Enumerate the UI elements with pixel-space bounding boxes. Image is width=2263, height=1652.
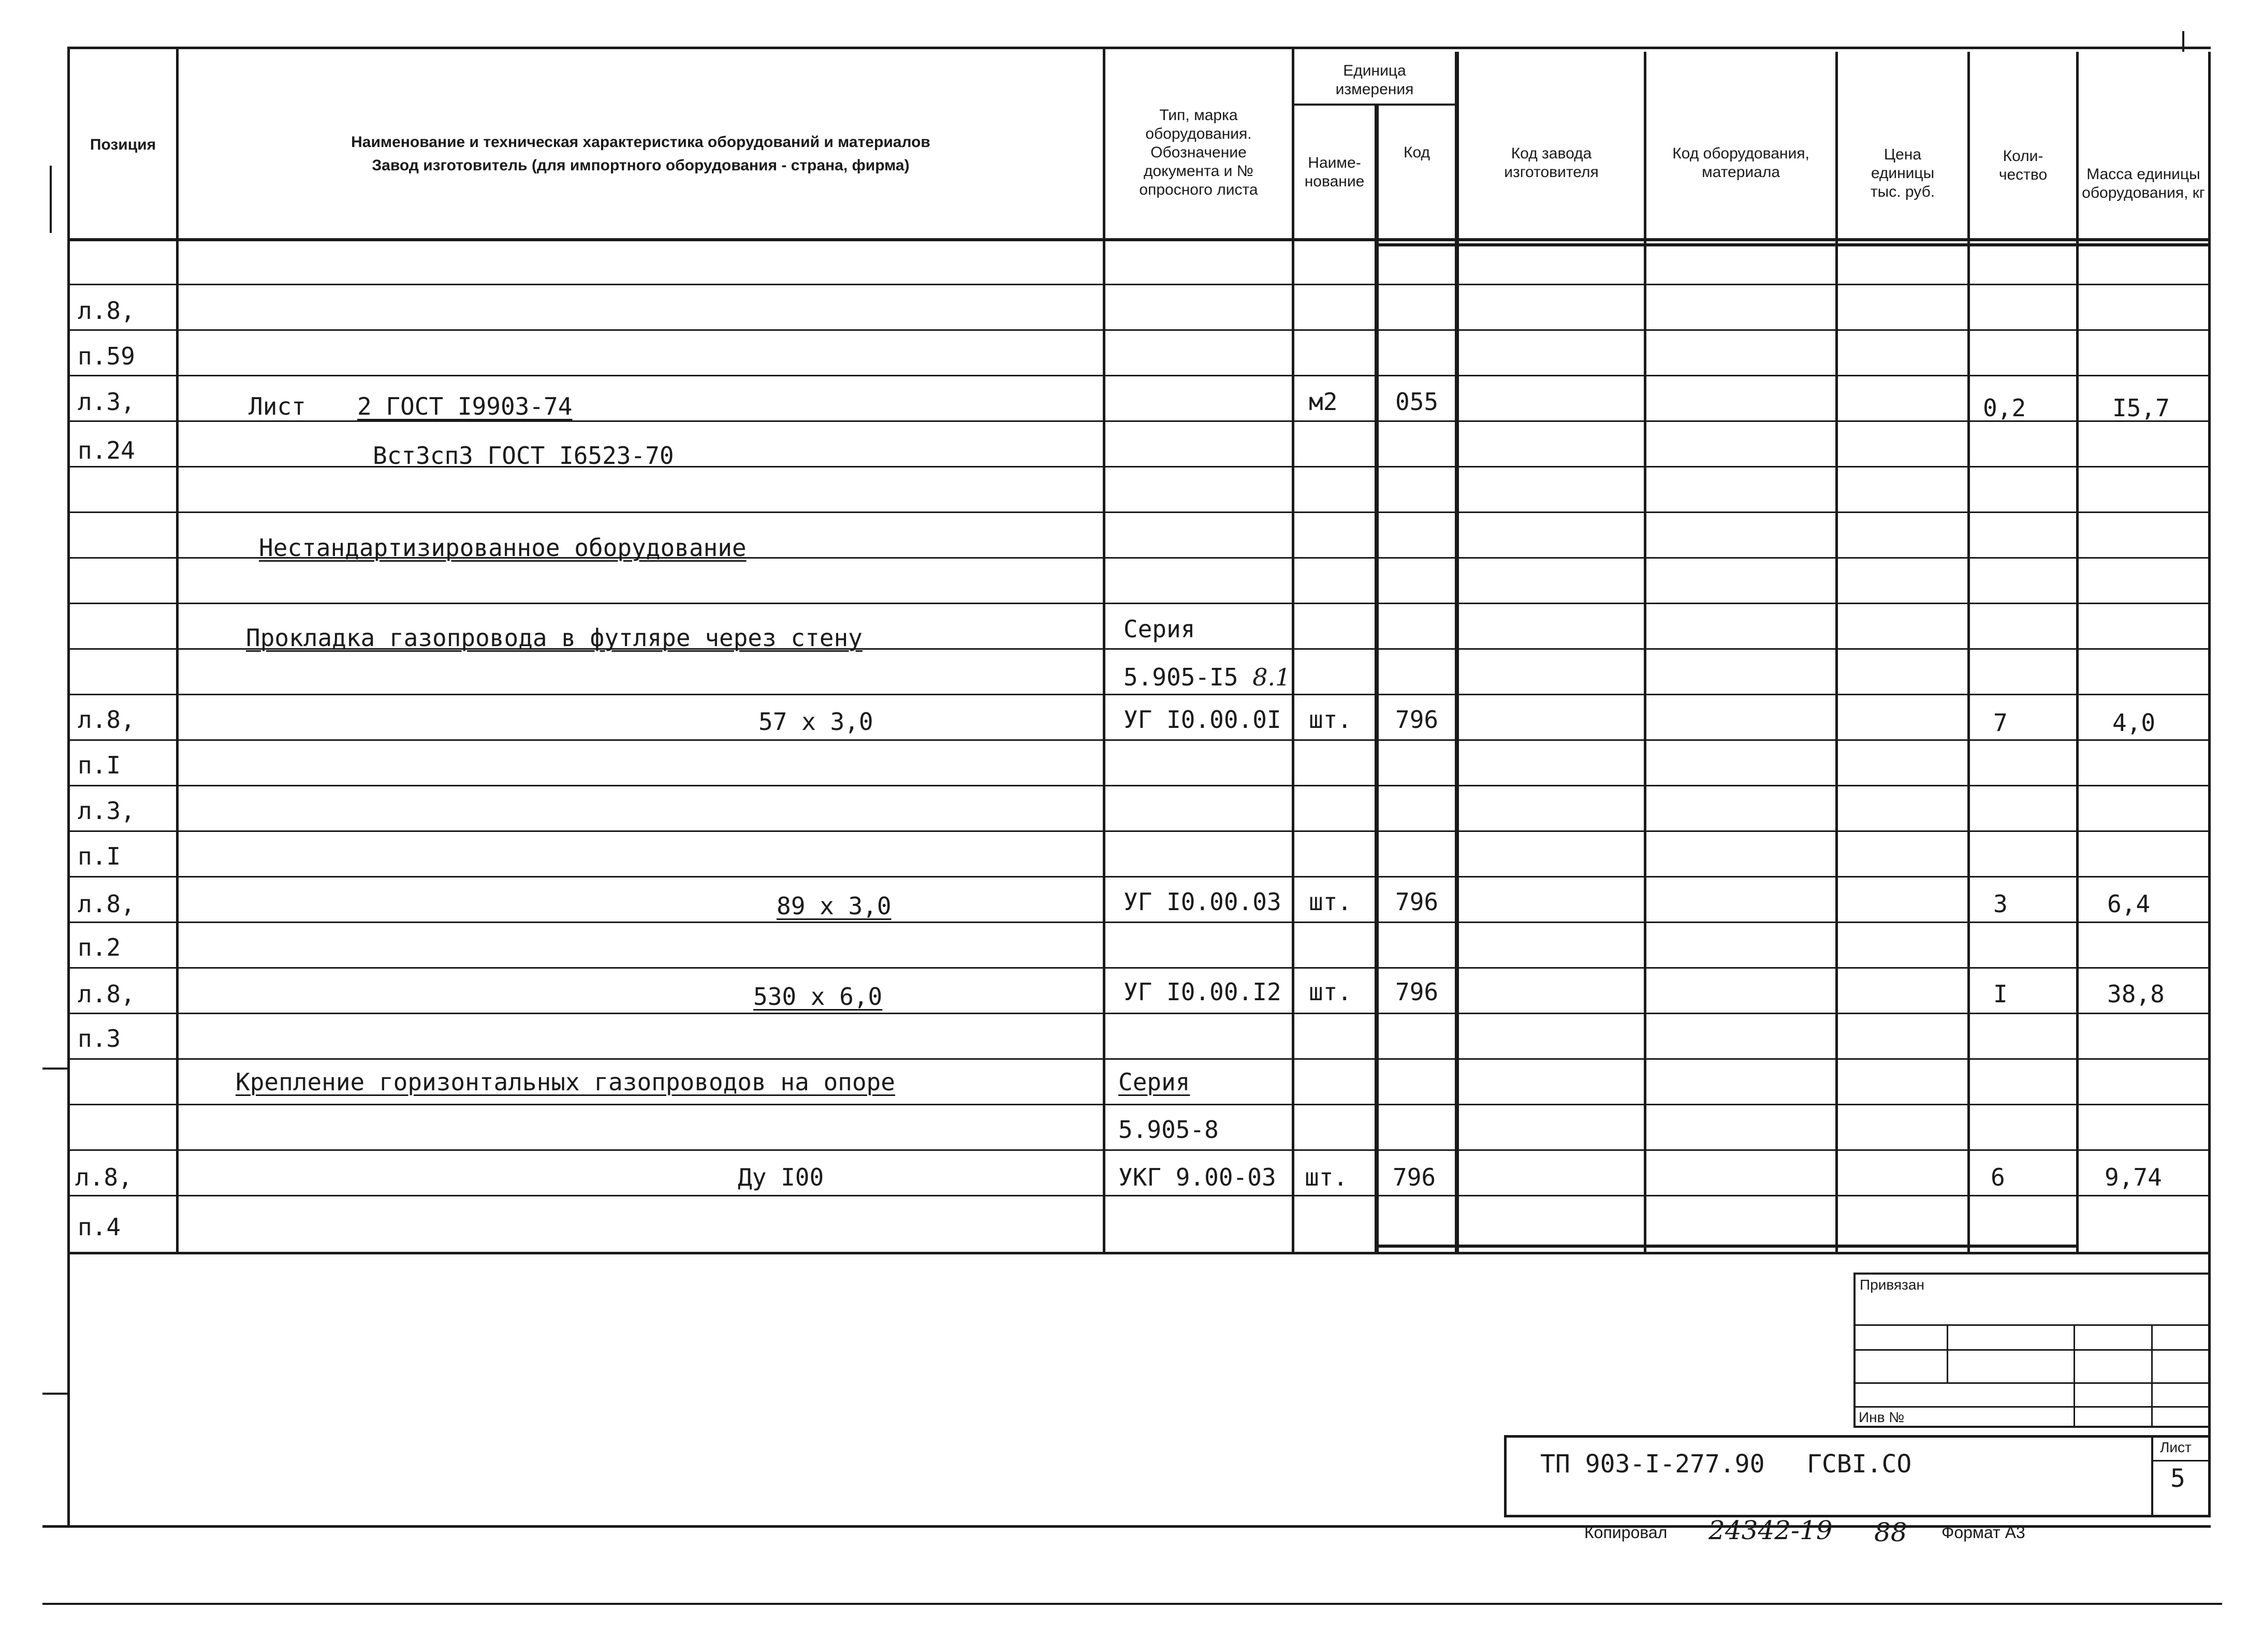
row-section-title: Крепление горизонтальных газопроводов на опоре bbox=[236, 1068, 895, 1096]
header-unit-name: Наиме- нование bbox=[1304, 154, 1365, 190]
row-unit-code: 055 bbox=[1395, 388, 1439, 416]
row-unit-code: 796 bbox=[1395, 978, 1439, 1006]
row-name: Ду I00 bbox=[738, 1163, 824, 1191]
row-type: УГ I0.00.03 bbox=[1123, 888, 1281, 916]
stamp-sheet-num: 5 bbox=[2170, 1464, 2185, 1493]
row-qty: 0,2 bbox=[1983, 394, 2026, 422]
row-name: 530 x 6,0 bbox=[753, 983, 883, 1011]
row-type: УГ I0.00.I2 bbox=[1123, 978, 1281, 1006]
col-rule-6 bbox=[1644, 52, 1646, 1253]
stamp-vrule bbox=[2074, 1324, 2075, 1428]
stamp-rule bbox=[1853, 1406, 2211, 1408]
row-rule bbox=[67, 694, 2211, 695]
row-type: 5.905-I5 8.1 bbox=[1123, 663, 1291, 691]
row-rule bbox=[67, 922, 2211, 923]
stamp-bottom bbox=[1504, 1515, 2211, 1517]
row-mass: 9,74 bbox=[2105, 1163, 2162, 1191]
row-position: п.I bbox=[78, 751, 121, 779]
row-mass: I5,7 bbox=[2112, 394, 2170, 422]
stamp-vrule bbox=[2151, 1324, 2153, 1428]
row-unit: шт. bbox=[1309, 706, 1352, 734]
row-mass: 38,8 bbox=[2107, 980, 2165, 1008]
header-bottom-2 bbox=[1375, 243, 2208, 246]
header-name-line1: Наименование и техническая характеристика оборудований и материалов bbox=[351, 134, 930, 151]
footer-copied-extra: 88 bbox=[1874, 1517, 1907, 1547]
row-unit-code: 796 bbox=[1395, 706, 1439, 734]
row-name: 89 x 3,0 bbox=[777, 892, 892, 920]
header-price: Цена единицы тыс. руб. bbox=[1870, 146, 1935, 200]
row-position: п.24 bbox=[78, 436, 135, 464]
row-rule bbox=[67, 375, 2211, 376]
col-rule-4 bbox=[1375, 104, 1379, 1253]
header-equip-code: Код оборудования, материала bbox=[1672, 145, 1809, 181]
header-mass: Масса единицы оборудования, кг bbox=[2082, 166, 2205, 201]
col-rule-5 bbox=[1455, 52, 1459, 1253]
row-position: л.8, bbox=[78, 706, 135, 734]
header-qty: Коли- чество bbox=[1998, 148, 2048, 183]
row-rule bbox=[67, 739, 2211, 741]
margin-tick bbox=[42, 1068, 69, 1070]
footer-copied-num: 24342-19 bbox=[1709, 1515, 1833, 1545]
table-bottom bbox=[67, 1252, 2211, 1254]
row-type: УКГ 9.00-03 bbox=[1118, 1163, 1276, 1191]
frame-left bbox=[67, 47, 70, 1527]
row-name-spec: 2 ГОСТ I9903-74 bbox=[357, 392, 573, 420]
row-unit-code: 796 bbox=[1395, 888, 1439, 916]
stamp-rule bbox=[1853, 1324, 2211, 1326]
row-rule bbox=[67, 1104, 2211, 1105]
row-unit: шт. bbox=[1309, 888, 1352, 916]
stamp-inv: Инв № bbox=[1859, 1409, 1905, 1425]
row-type: УГ I0.00.0I bbox=[1123, 706, 1281, 734]
row-qty: I bbox=[1993, 980, 2008, 1008]
frame-top bbox=[67, 47, 2211, 49]
stamp-sheet-hrule bbox=[2151, 1460, 2211, 1461]
row-mass: 6,4 bbox=[2107, 890, 2151, 918]
stamp-sheet-label: Лист bbox=[2160, 1439, 2192, 1455]
row-rule bbox=[67, 329, 2211, 331]
header-name-line2: Завод изготовитель (для импортного оборудования - страна, фирма) bbox=[372, 157, 910, 174]
row-rule bbox=[67, 1195, 2211, 1196]
row-position: л.3, bbox=[78, 388, 135, 416]
stamp-doc-code: ТП 903-I-277.90 bbox=[1540, 1450, 1765, 1479]
row-qty: 6 bbox=[1991, 1163, 2005, 1191]
row-type: 5.905-8 bbox=[1118, 1116, 1219, 1144]
row-name: Прокладка газопровода в футляре через стену bbox=[246, 624, 863, 652]
row-rule bbox=[67, 1013, 2211, 1014]
stamp-rule bbox=[1853, 1382, 2211, 1384]
unit-group-rule bbox=[1292, 104, 1457, 106]
row-rule bbox=[67, 1149, 2211, 1151]
row-position: п.2 bbox=[78, 933, 121, 961]
corner-mark bbox=[2182, 31, 2184, 52]
row-type: Серия bbox=[1123, 615, 1195, 643]
row-position: л.8, bbox=[75, 1163, 133, 1191]
row-position: л.3, bbox=[78, 797, 135, 825]
row-rule bbox=[67, 785, 2211, 786]
row-qty: 3 bbox=[1993, 890, 2008, 918]
row-name: 57 x 3,0 bbox=[758, 708, 873, 736]
stamp-vrule bbox=[1947, 1324, 1948, 1384]
row-rule bbox=[67, 876, 2211, 878]
page-cut-line bbox=[42, 1603, 2222, 1605]
col-rule-2 bbox=[1103, 47, 1105, 1253]
stamp-privyazan: Привязан bbox=[1860, 1277, 1924, 1293]
header-type-doc: Тип, марка оборудования. Обозначение документа и № опросного листа bbox=[1139, 107, 1258, 198]
handwritten-note: 8.1 bbox=[1252, 663, 1291, 691]
row-rule bbox=[67, 1058, 2211, 1060]
row-section-title: Нестандартизированное оборудование bbox=[259, 534, 747, 562]
row-rule bbox=[67, 511, 2211, 513]
row-rule bbox=[67, 284, 2211, 285]
row-unit: шт. bbox=[1305, 1163, 1348, 1191]
footer-copied-label: Копировал bbox=[1584, 1523, 1668, 1542]
stamp-doc-mark: ГСВI.СО bbox=[1807, 1450, 1912, 1479]
row-rule bbox=[67, 967, 2211, 969]
header-position: Позиция bbox=[90, 136, 156, 153]
row-mass: 4,0 bbox=[2112, 709, 2156, 737]
row-name-spec: ВстЗспЗ ГОСТ I6523-70 bbox=[373, 442, 674, 470]
row-name: Лист bbox=[249, 392, 306, 420]
row-rule bbox=[67, 830, 2211, 832]
header-unit-group: Единица измерения bbox=[1335, 62, 1414, 98]
col-rule-8 bbox=[1967, 52, 1970, 1253]
row-rule bbox=[67, 603, 2211, 604]
row-position: п.4 bbox=[78, 1213, 121, 1241]
row-position: л.8, bbox=[78, 980, 135, 1008]
row-position: л.8, bbox=[78, 890, 135, 918]
row-qty: 7 bbox=[1993, 709, 2008, 737]
header-unit-code: Код bbox=[1403, 144, 1430, 161]
row-type: Серия bbox=[1118, 1068, 1190, 1096]
footer-format: Формат А3 bbox=[1941, 1523, 2025, 1542]
unit-code-bottom bbox=[1375, 1245, 2079, 1248]
row-unit-code: 796 bbox=[1393, 1163, 1436, 1191]
row-position: п.I bbox=[78, 842, 121, 870]
row-unit: шт. bbox=[1309, 978, 1352, 1006]
col-rule-1 bbox=[176, 47, 179, 1253]
stamp-sheet-vrule bbox=[2151, 1435, 2153, 1517]
row-position: п.3 bbox=[78, 1025, 121, 1052]
margin-mark bbox=[50, 166, 52, 233]
header-factory-code: Код завода изготовителя bbox=[1504, 145, 1599, 181]
row-unit: м2 bbox=[1309, 388, 1338, 416]
row-position: л.8, bbox=[78, 297, 135, 325]
row-position: п.59 bbox=[78, 342, 135, 370]
stamp-rule bbox=[1853, 1349, 2211, 1351]
margin-tick bbox=[42, 1393, 69, 1395]
